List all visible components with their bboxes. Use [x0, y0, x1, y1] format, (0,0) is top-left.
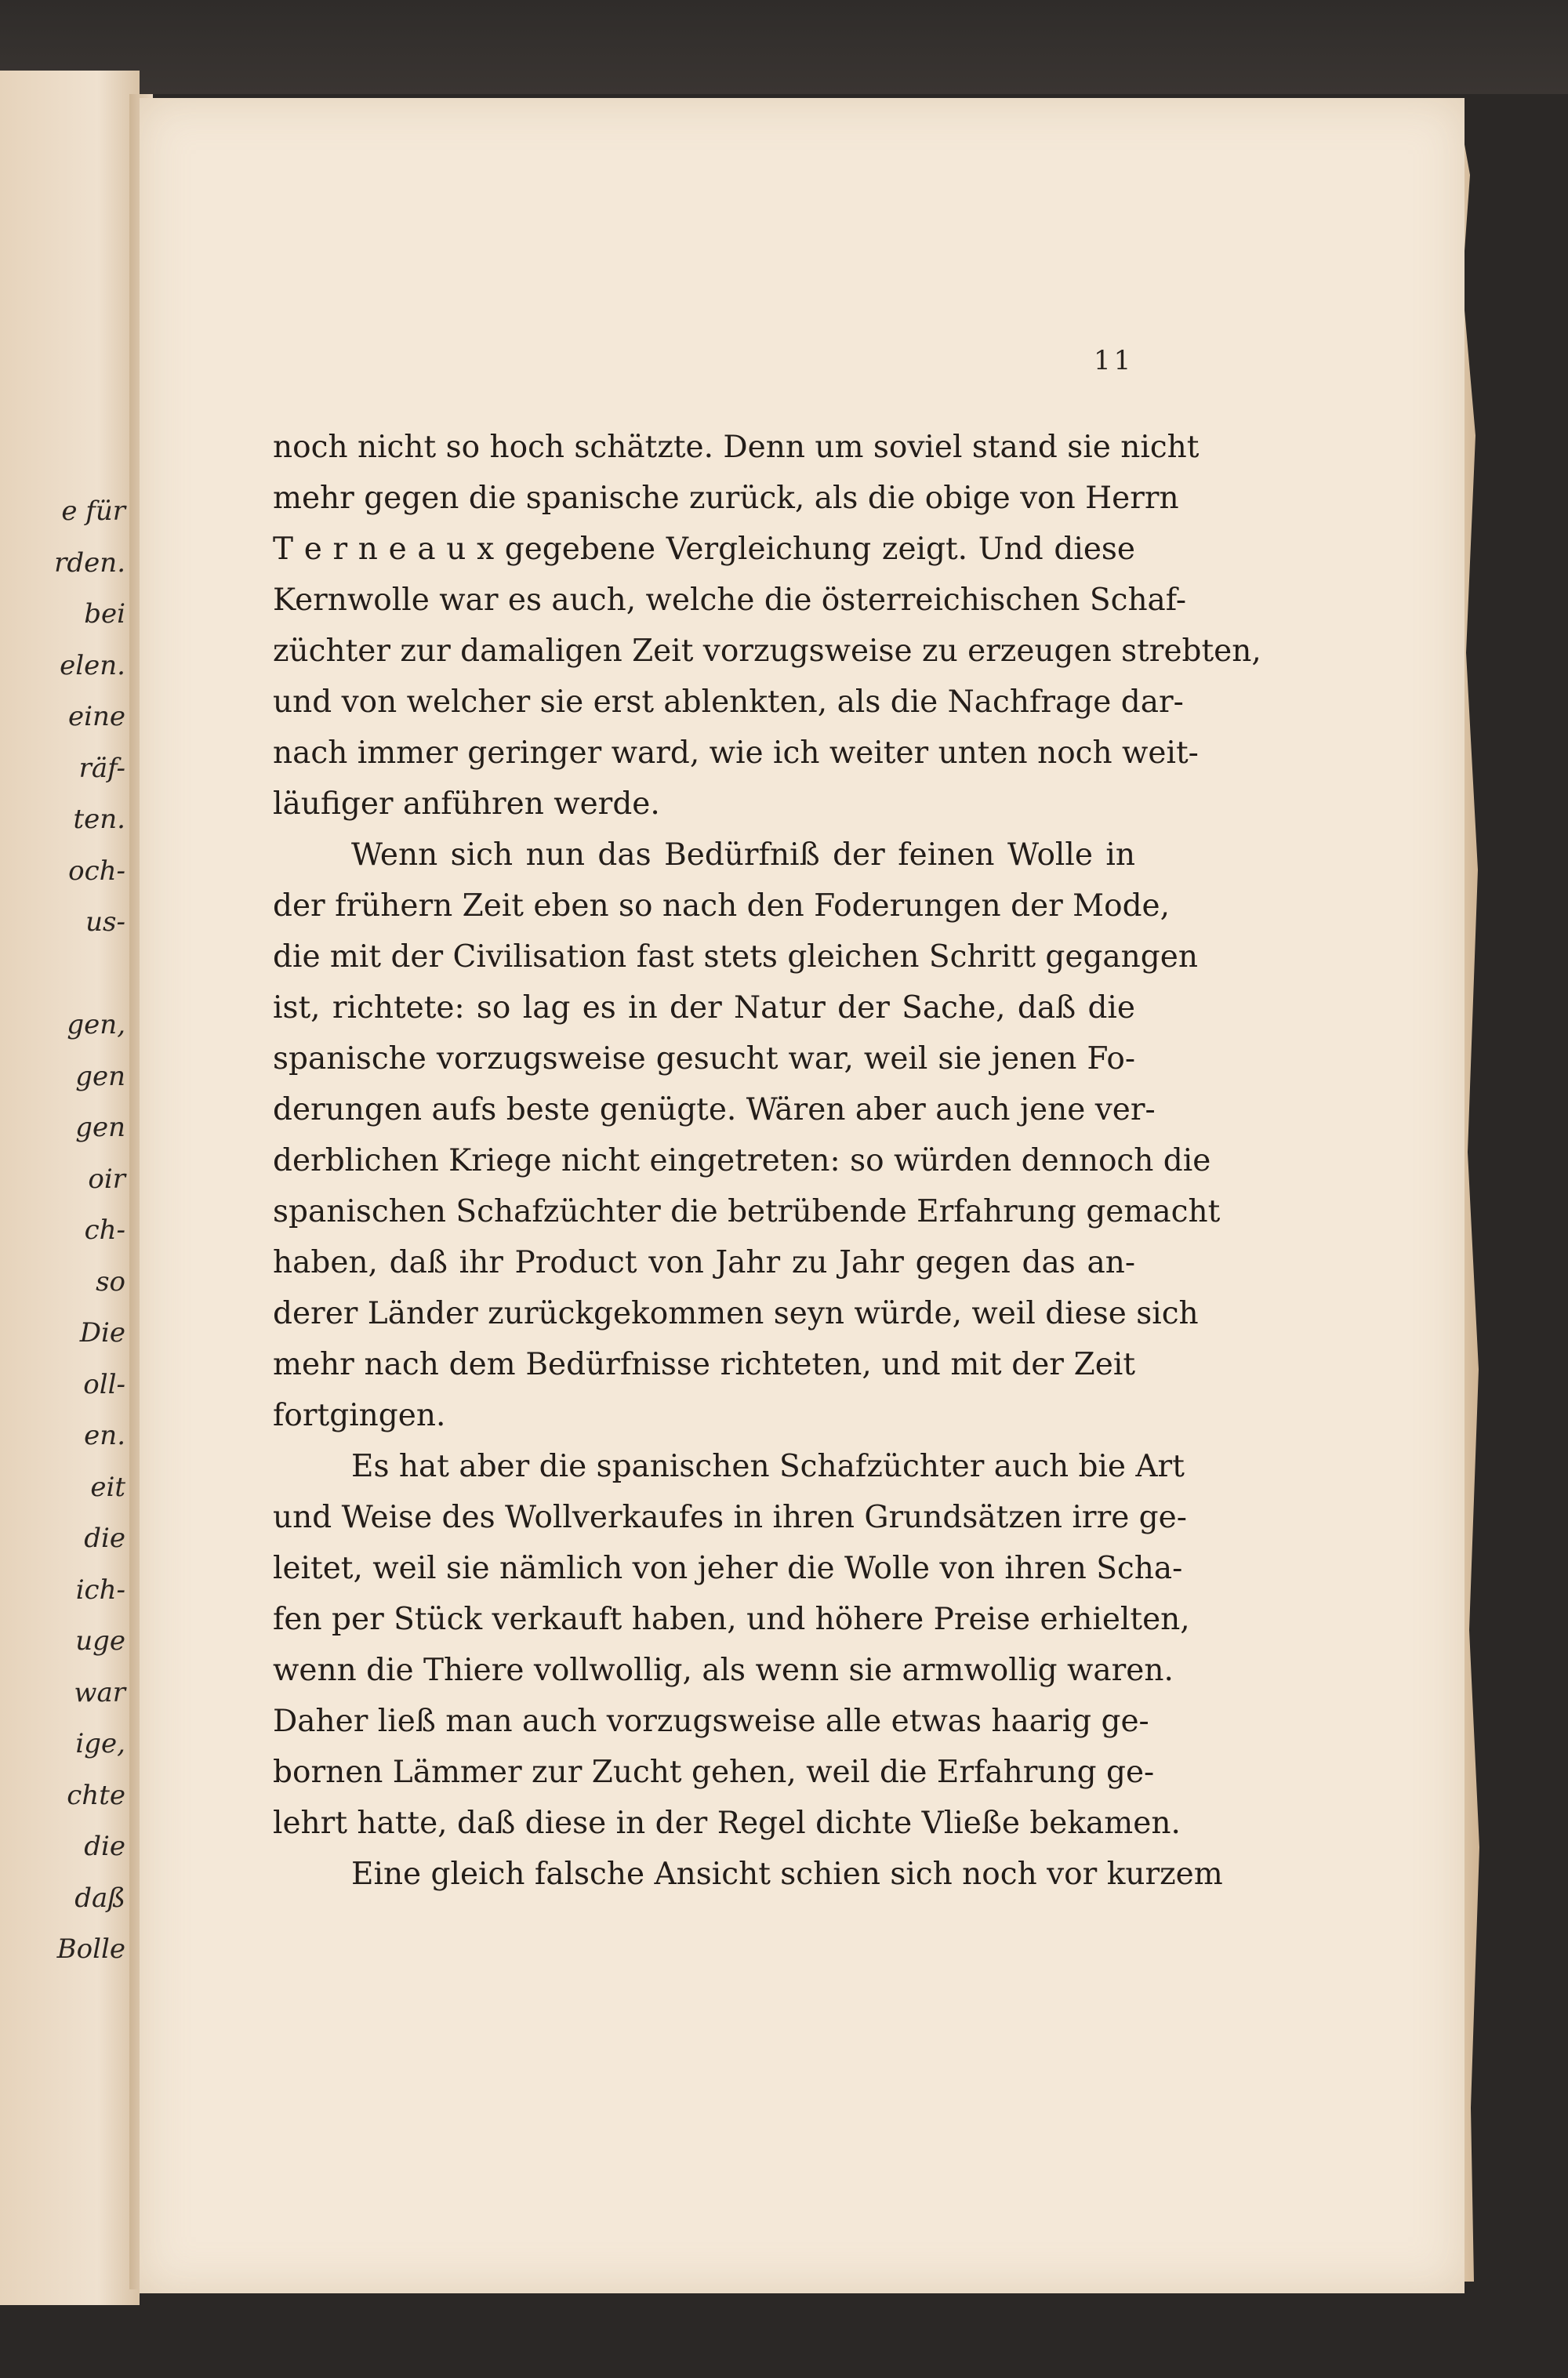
left-page-line-fragment: ten.	[73, 804, 125, 835]
left-page-line-fragment: e für	[61, 496, 125, 527]
scan-background	[0, 0, 1568, 94]
text-line: leitet, weil sie nämlich von jeher die Wolle von ihren Scha-	[273, 1551, 1183, 1586]
left-page-line-fragment: en.	[84, 1420, 125, 1451]
text-line: derer Länder zurückgekommen seyn würde, weil diese sich	[273, 1296, 1199, 1331]
left-page-line-fragment: so	[96, 1265, 125, 1298]
left-page-line-fragment: bei	[84, 598, 125, 630]
left-page-line-fragment: eine	[67, 701, 125, 732]
left-page-line-fragment: eit	[90, 1471, 125, 1503]
text-line: Daher ließ man auch vorzugsweise alle etwas haarig ge-	[273, 1704, 1149, 1739]
text-line: noch nicht so hoch schätzte. Denn um soviel stand sie nicht	[273, 430, 1200, 465]
text-line: Es hat aber die spanischen Schafzüchter auch bie Art	[351, 1449, 1185, 1484]
left-page-line-fragment: die	[84, 1831, 125, 1862]
text-line: mehr nach dem Bedürfnisse richteten, und mit der Zeit	[273, 1347, 1135, 1382]
text-line: läufiger anführen werde.	[273, 786, 660, 822]
left-page-line-fragment: ige,	[75, 1728, 125, 1759]
left-page-line-fragment: gen	[75, 1060, 125, 1092]
text-line: T e r n e a u x gegebene Vergleichung zeigt. Und diese	[273, 532, 1135, 567]
text-line: mehr gegen die spanische zurück, als die obige von Herrn	[273, 481, 1179, 516]
text-line: der frühern Zeit eben so nach den Foderungen der Mode,	[273, 888, 1171, 924]
text-line: spanische vorzugsweise gesucht war, weil sie jenen Fo-	[273, 1041, 1135, 1076]
left-page-line-fragment	[0, 949, 125, 1000]
left-page-line-fragment: us-	[85, 906, 125, 938]
left-page-line-fragment: oll-	[83, 1368, 125, 1400]
left-page-line-fragment: Bolle	[56, 1933, 125, 1965]
text-line: und von welcher sie erst ablenkten, als die Nachfrage dar-	[273, 684, 1184, 720]
text-line: nach immer geringer ward, wie ich weiter unten noch weit-	[273, 735, 1199, 771]
left-page-line-fragment: die	[84, 1523, 125, 1554]
left-page-line-fragment: gen	[75, 1112, 125, 1143]
text-line: derblichen Kriege nicht eingetreten: so würden dennoch die	[273, 1143, 1211, 1178]
text-line: derungen aufs beste genügte. Wären aber auch jene ver-	[273, 1092, 1156, 1127]
text-line: Eine gleich falsche Ansicht schien sich noch vor kurzem	[351, 1857, 1223, 1892]
text-line: Wenn sich nun das Bedürfniß der feinen Wolle in	[351, 837, 1135, 873]
text-line: ist, richtete: so lag es in der Natur der Sache, daß die	[273, 990, 1135, 1026]
left-page-line-fragment: Die	[79, 1317, 125, 1349]
text-line: fortgingen.	[273, 1398, 446, 1433]
left-page-line-fragment: ich-	[75, 1574, 125, 1606]
text-line: wenn die Thiere vollwollig, als wenn sie armwollig waren.	[273, 1653, 1174, 1688]
left-page-line-fragment: oir	[88, 1163, 125, 1195]
left-page-line-fragment: uge	[75, 1625, 125, 1657]
left-page-line-fragment: daß	[74, 1882, 125, 1914]
left-page-line-fragment: ch-	[84, 1214, 125, 1246]
paragraph	[273, 830, 1221, 1441]
text-line: die mit der Civilisation fast stets gleichen Schritt gegangen	[273, 939, 1198, 975]
left-page-text-fragments	[0, 486, 125, 1976]
left-page-line-fragment: räf-	[78, 752, 125, 784]
text-line: haben, daß ihr Product von Jahr zu Jahr gegen das an-	[273, 1245, 1135, 1280]
text-line: bornen Lämmer zur Zucht gehen, weil die Erfahrung ge-	[273, 1755, 1155, 1790]
text-line: und Weise des Wollverkaufes in ihren Grundsätzen irre ge-	[273, 1500, 1187, 1535]
text-line: Kernwolle war es auch, welche die österreichischen Schaf-	[273, 583, 1187, 618]
left-page-line-fragment: gen,	[67, 1009, 125, 1040]
text-line: fen per Stück verkauft haben, und höhere Preise erhielten,	[273, 1602, 1190, 1637]
left-page-line-fragment: rden.	[54, 546, 125, 579]
paragraph	[273, 1849, 1223, 1900]
left-page-line-fragment: elen.	[60, 649, 125, 681]
text-line: lehrt hatte, daß diese in der Regel dichte Vließe bekamen.	[273, 1806, 1181, 1841]
left-page-line-fragment: chte	[67, 1779, 125, 1811]
text-line: züchter zur damaligen Zeit vorzugsweise zu erzeugen strebten,	[273, 634, 1261, 669]
body-text	[273, 422, 1261, 1900]
paragraph	[273, 1441, 1190, 1849]
paragraph	[273, 422, 1261, 830]
page-number: 11	[1094, 345, 1134, 376]
text-line: spanischen Schafzüchter die betrübende Erfahrung gemacht	[273, 1194, 1221, 1229]
left-page-line-fragment: och-	[68, 855, 125, 887]
left-page-line-fragment: war	[74, 1676, 125, 1708]
left-page	[0, 71, 140, 2305]
